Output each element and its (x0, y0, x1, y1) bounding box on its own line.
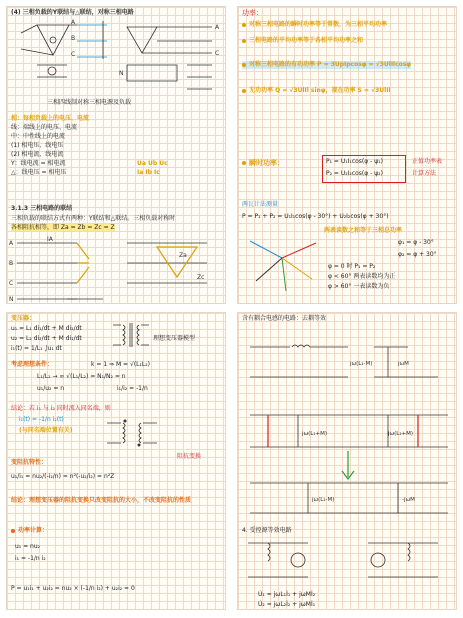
power-title: 功率计算： (11, 527, 48, 535)
label-C: C (71, 51, 76, 58)
bullet-dot (242, 63, 246, 67)
notes-page-transformer (6, 312, 226, 610)
voltage-ratio: u₁/u₂ = n (37, 385, 65, 392)
case-3: φ > 60° 一表读数为负 (328, 283, 390, 290)
wye-label-C: C (9, 280, 14, 287)
equation-3: i₁(t) = 1/L₁ ∫u₁ dt (11, 345, 62, 352)
page-title: (4) 三相负载的Y联结与△联结，对称三相电路 (11, 9, 134, 16)
wye-label-A: A (9, 240, 14, 247)
conclusion-2: 结论：理想变压器的阻抗变换只改变阻抗的大小，不改变阻抗的性质 (11, 497, 192, 504)
phase-angle-2: φ₂ = φ + 30° (398, 251, 437, 258)
case-1: φ = 0 时 P₁ = P₂ (328, 263, 376, 270)
wye-label-N: N (9, 296, 14, 303)
bullet-4: 无功功率 Q = √3UlIl sinφ，视在功率 S = √3UlIl (242, 87, 390, 95)
sum-formula: P = P₁ + P₂ = U₁I₁cos(φ - 30°) + U₂I₂cos(φ + 30°) (242, 213, 389, 220)
decoupling-circuits (238, 327, 457, 527)
section-title: 3.1.3 三相电路的联结 (11, 205, 73, 212)
conclusion-note: (与同名端位置有关) (19, 427, 73, 434)
equation-1: U̇₁ = jωL₁İ₁ + jωMİ₂ (258, 591, 316, 598)
section-line-1: 三相负载的联结方式有两种：Y联结和△联结。三相负载对称时 (11, 215, 176, 222)
equation-2: u₂ = L₂ di₂/dt + M di₁/dt (11, 335, 82, 342)
formula-2: P₂ = U₂I₂cos(φ - ψ₂) (326, 170, 383, 177)
def-line-1: 相：每相负载上的电压、电流 (11, 115, 90, 122)
def-line-2: 线：端线上的电压、电流 (11, 124, 78, 131)
def-symbols-current: Ia Ib Ic (137, 169, 160, 176)
def-line-3: 中：中性线上的电流 (11, 133, 66, 140)
inst-power-label: 瞬时功率： (242, 159, 284, 168)
current-ratio: i₁/i₂ = -1/n (117, 385, 148, 392)
formula-note-2: 计算方法 (412, 170, 437, 177)
ideal-model-label: 理想变压器模型 (153, 335, 196, 342)
formula-note-1: 正值功率表 (412, 158, 443, 165)
phase-angle-1: φ₁ = φ - 30° (398, 239, 434, 246)
def-symbols-voltage: Ua Ub Uc (137, 160, 168, 167)
formula-1: P₁ = U₁I₁cos(φ - ψ₁) (326, 158, 383, 165)
three-phase-source-diagram (7, 19, 226, 99)
bullet-dot (242, 23, 246, 27)
page-title: 变压器： (11, 315, 36, 322)
notes-page-power (237, 6, 457, 304)
wye-delta-load-diagram (7, 233, 226, 304)
label-jwL2-plus-M: jω(L₂+M) (388, 431, 414, 437)
impedance-note: 阻抗变换 (177, 453, 202, 460)
equation-1: u₁ = L₁ di₁/dt + M di₂/dt (11, 325, 82, 332)
label-jwL1-M: jω(L₁-M) (350, 361, 373, 367)
equation-2: U̇₂ = jωL₂İ₂ + jωMİ₁ (258, 601, 316, 608)
conclusion: 两表读数之和等于三相总功率 (324, 227, 403, 234)
def-line-5: (2) 相电流、线电流 (11, 151, 64, 158)
bullet-3: 对称三相电路的有功功率 P = 3UpIpcosφ = √3UlIlcosφ (242, 61, 411, 69)
transformer-symbol (111, 321, 151, 349)
page-title: 功率： (242, 9, 263, 17)
section-title: 两瓦计法测量 (242, 201, 279, 208)
wye-label-IA: IA (47, 236, 53, 243)
wye-label-B: B (9, 260, 14, 267)
label-C-right: C (215, 50, 220, 57)
conclusion-1: 结论：若 i₁ 与 i₂ 同时流入同名端，则 (11, 405, 111, 412)
diagram-caption: 三相四线制对称三相电源及负载 (47, 99, 132, 106)
label-jwM: jωM (398, 361, 409, 367)
label-N: N (119, 70, 124, 77)
bullet-2: 三相电路的平均功率等于各相平均功率之和 (242, 37, 363, 45)
def-line-4: (1) 相电压、线电压 (11, 142, 64, 149)
delta-label-Za: Za (179, 252, 187, 259)
bullet-1: 对称三相电路的瞬时功率等于常数，为三相平均功率 (242, 21, 387, 29)
page-title: 含有耦合电感的电路：去耦等效 (242, 315, 327, 322)
limit-formula: L₁/L₂ → ∞ √(L₁/L₂) = N₁/N₂ = n (37, 373, 126, 380)
power-eq-1: u₁ = nu₂ (15, 543, 41, 550)
notes-page-three-phase-connection (6, 6, 226, 304)
power-eq-3: P = u₁i₁ + u₂i₂ = nu₂ × (-1/n i₂) + u₂i₂ = 0 (11, 585, 135, 592)
condition-formula: k = 1 ⇒ M = √(L₁L₂) (91, 361, 150, 368)
label-A: A (71, 19, 76, 26)
dot-convention-transformer (103, 417, 163, 447)
condition-title: 考虑理想条件： (11, 361, 54, 368)
notes-page-coupled-inductors (237, 312, 457, 610)
section-line-2: 各相阻抗相等，即 Za = Zb = Zc = Z (11, 224, 115, 231)
label-jwL2-M: jω(L₂-M) (312, 497, 335, 503)
def-line-6: Y：线电流 = 相电流 (11, 160, 66, 167)
section-title: 4. 受控源等效电路 (242, 527, 292, 534)
conclusion-formula: i₁(t) = -1/n i₂(t) (19, 416, 64, 423)
controlled-source-circuit (238, 537, 457, 587)
bullet-dot (242, 161, 246, 165)
label-A-right: A (215, 24, 220, 31)
def-line-7: △：线电压 = 相电压 (11, 169, 67, 176)
delta-label-Zc: Zc (197, 274, 205, 281)
bullet-dot (242, 39, 246, 43)
power-eq-2: i₁ = -1/n i₂ (15, 555, 46, 562)
bullet-dot (11, 529, 15, 533)
phasor-diagram (242, 223, 322, 293)
impedance-title: 变阻抗特性： (11, 459, 48, 466)
bullet-dot (242, 89, 246, 93)
case-2: φ < 60° 两表读数均为正 (328, 273, 396, 280)
label-jwL1-plus-M: jω(L₁+M) (302, 431, 328, 437)
impedance-formula: u₁/i₁ = nu₂/(-i₂/n) = n²(-u₂/i₂) = n²Z (11, 473, 115, 480)
label-minus-jwM: -jωM (402, 497, 415, 503)
label-B: B (71, 35, 76, 42)
